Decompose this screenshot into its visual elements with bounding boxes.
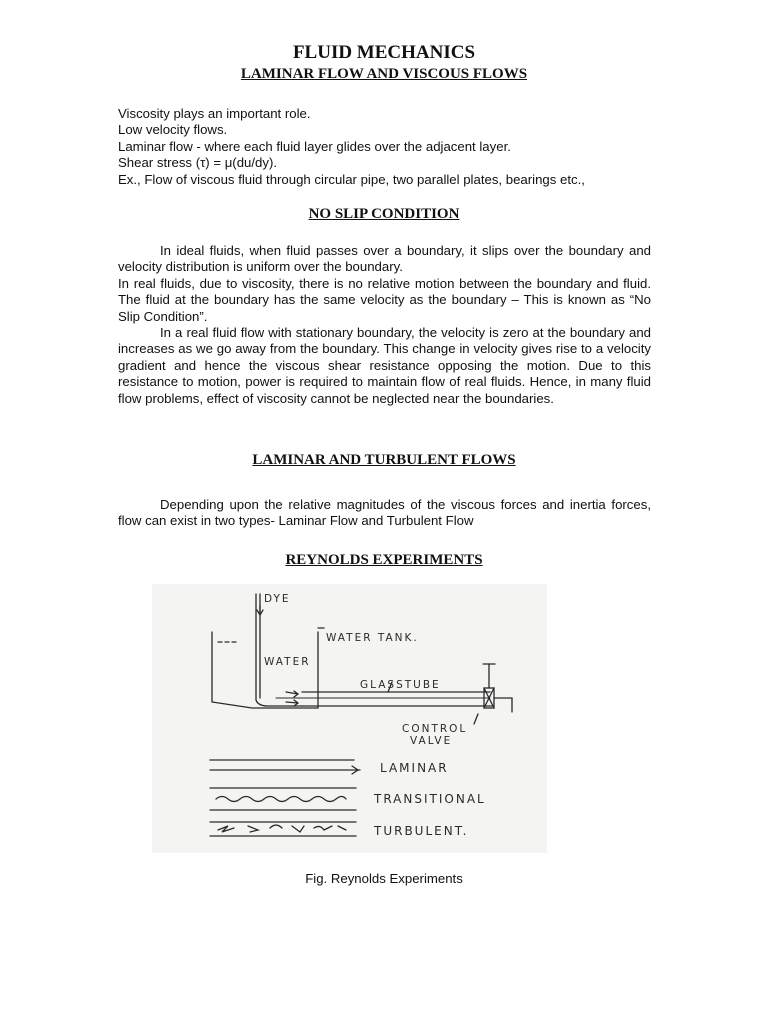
no-slip-paragraph-1: In ideal fluids, when fluid passes over a boundary, it slips over the boundary and velocity distribution is uniform over the boundary. — [118, 243, 651, 275]
label-water-tank: WATER TANK. — [326, 632, 419, 644]
document-subtitle: LAMINAR FLOW AND VISCOUS FLOWS — [240, 66, 528, 82]
document-title: FLUID MECHANICS — [292, 42, 476, 63]
intro-line: Laminar flow - where each fluid layer glides over the adjacent layer. — [118, 138, 511, 154]
label-water: WATER — [264, 656, 311, 668]
inflow-arrow — [286, 700, 298, 706]
outlet-pipe — [494, 698, 512, 712]
intro-line: Ex., Flow of viscous fluid through circular pipe, two parallel plates, bearings etc., — [118, 171, 585, 187]
no-slip-section — [118, 243, 651, 407]
no-slip-paragraph-2: In real fluids, due to viscosity, there is no relative motion between the boundary and fluid. The fluid at the boundary has the same velocity as the boundary – This is known as “No Slip Condition”. — [118, 275, 651, 324]
laminar-turbulent-paragraph: Depending upon the relative magnitudes of the viscous forces and inertia forces, flow can exist in two types- Laminar Flow and Turbulent Flow — [118, 497, 651, 529]
label-turbulent: TURBULENT. — [374, 824, 469, 838]
control-valve-leader — [474, 714, 478, 724]
no-slip-heading: NO SLIP CONDITION — [308, 206, 460, 222]
laminar-turbulent-section — [118, 497, 651, 530]
reynolds-figure — [152, 584, 547, 853]
intro-line: Viscosity plays an important role. — [118, 106, 311, 121]
intro-line: Shear stress (τ) = μ(du/dy). — [118, 155, 278, 171]
label-dye: DYE — [264, 593, 291, 605]
transitional-wave — [216, 797, 346, 802]
intro-block — [118, 106, 658, 188]
figure-caption: Fig. Reynolds Experiments — [305, 871, 463, 886]
no-slip-paragraph-3: In a real fluid flow with stationary boundary, the velocity is zero at the boundary and increases as we go away from the boundary. This change in velocity gives rise to a velocity gradient and hence the viscous shear resistance opposing the motion. Due to this resistance to motion, power is required to maintain flow of real fluids. Hence, in many fluid flow problems, effect of viscosity cannot be neglected near the boundaries. — [118, 325, 651, 406]
label-transitional: TRANSITIONAL — [374, 792, 486, 806]
label-control: CONTROL — [402, 723, 468, 735]
reynolds-heading: REYNOLDS EXPERIMENTS — [285, 552, 483, 568]
inflow-arrow — [286, 691, 298, 697]
label-valve: VALVE — [410, 735, 453, 747]
label-laminar: LAMINAR — [380, 761, 449, 775]
label-glass-tube: GLASSTUBE — [360, 679, 441, 691]
tank-walls — [212, 632, 318, 708]
reynolds-sketch — [152, 584, 547, 853]
turbulent-eddies — [218, 825, 346, 832]
laminar-turbulent-heading: LAMINAR AND TURBULENT FLOWS — [252, 452, 516, 468]
intro-line: Low velocity flows. — [118, 122, 228, 138]
